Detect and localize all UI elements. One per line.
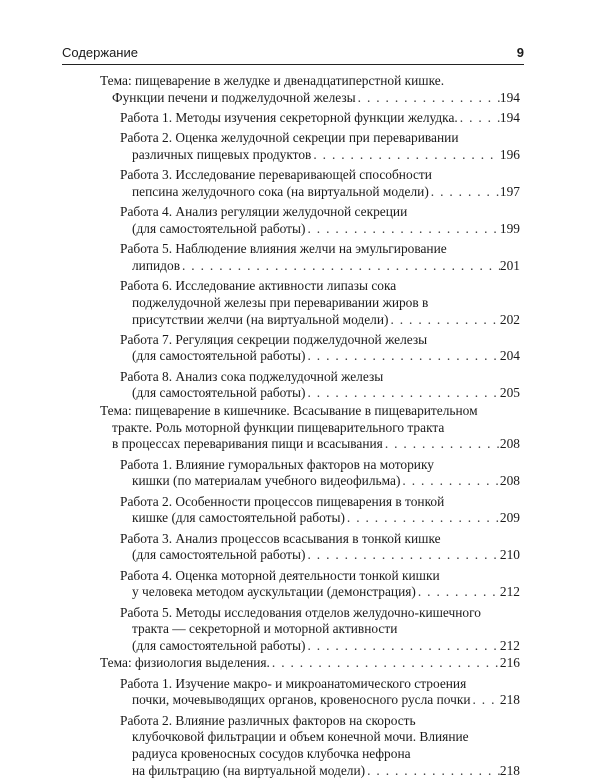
toc-page-number: 208 xyxy=(499,473,520,489)
toc-entry-title: (для самостоятельной работы) xyxy=(132,637,306,653)
dot-leader xyxy=(311,147,500,164)
toc-page-number: 210 xyxy=(499,547,520,563)
toc-page-number: 194 xyxy=(499,109,520,125)
toc-leader-line xyxy=(120,473,520,490)
toc-entry-text-line: поджелудочной железы при переваривании жиров в xyxy=(132,294,429,310)
toc-entry-text-line: Работа 2. Особенности процессов пищеварения в тонкой xyxy=(120,493,445,509)
toc-leader-line xyxy=(120,510,520,527)
toc-entry-title: (для самостоятельной работы) xyxy=(132,385,306,401)
toc-topic-entry xyxy=(100,403,520,453)
toc-entry-text-line: Работа 2. Оценка желудочной секреции при переваривании xyxy=(120,130,459,146)
toc-entry-text-line: Тема: пищеварение в кишечнике. Всасывание в пищеварительном xyxy=(100,403,478,419)
toc-entry-text-line: тракте. Роль моторной функции пищеварительного тракта xyxy=(112,419,445,435)
toc-entry-title: различных пищевых продуктов xyxy=(132,146,312,162)
toc-entry-title: пепсина желудочного сока (на виртуальной модели) xyxy=(132,183,429,199)
running-head: Содержание xyxy=(62,45,138,60)
dot-leader xyxy=(471,692,500,709)
toc-page-number: 205 xyxy=(499,385,520,401)
toc-page-number: 208 xyxy=(499,436,520,452)
toc-page-number: 216 xyxy=(499,655,520,671)
toc-page-number: 218 xyxy=(499,762,520,778)
toc-leader-line xyxy=(120,638,520,655)
toc-entry-text-line: клубочковой фильтрации и объем конечной мочи. Влияние xyxy=(132,729,469,745)
toc-entry-text-line: Тема: пищеварение в желудке и двенадцатиперстной кишке. xyxy=(100,73,445,88)
dot-leader xyxy=(305,547,499,564)
dot-leader xyxy=(305,638,499,655)
toc-entry-title: в процессах переваривания пищи и всасывания xyxy=(112,436,383,452)
toc-entry-text-line: Работа 7. Регуляция секреции поджелудочной железы xyxy=(120,331,428,347)
toc-entry-text-line: Работа 4. Анализ регуляции желудочной секреции xyxy=(120,204,408,220)
dot-leader xyxy=(305,221,499,238)
toc-page-number: 212 xyxy=(499,637,520,653)
toc-work-entry xyxy=(120,332,520,365)
toc-work-entry xyxy=(120,110,520,127)
toc-topic-entry xyxy=(100,73,520,106)
toc-page-number: 197 xyxy=(499,183,520,199)
toc-page-number: 196 xyxy=(499,146,520,162)
toc-entry-title: у человека методом аускультации (демонстрация) xyxy=(132,584,416,600)
toc-entry-text-line: Работа 3. Исследование переваривающей способности xyxy=(120,167,432,183)
dot-leader xyxy=(305,385,499,402)
toc-entry-title: (для самостоятельной работы) xyxy=(132,220,306,236)
toc-leader-line xyxy=(120,221,520,238)
dot-leader xyxy=(383,436,500,453)
toc-work-entry xyxy=(120,494,520,527)
toc-work-entry xyxy=(120,241,520,274)
toc-entry-text-line: Работа 6. Исследование активности липазы сока xyxy=(120,278,397,294)
header-rule xyxy=(62,64,524,65)
toc-leader-line xyxy=(100,436,520,453)
toc-work-entry xyxy=(120,713,520,779)
dot-leader xyxy=(458,110,500,127)
dot-leader xyxy=(429,184,500,201)
toc-topic-entry xyxy=(100,655,520,672)
toc-work-entry xyxy=(120,605,520,655)
toc-page-number: 201 xyxy=(499,257,520,273)
toc-entry-text-line: Работа 8. Анализ сока поджелудочной железы xyxy=(120,368,384,384)
toc-page-number: 218 xyxy=(499,692,520,708)
toc-work-entry xyxy=(120,278,520,328)
toc-entry-text-line: Работа 2. Влияние различных факторов на скорость xyxy=(120,712,416,728)
toc-entry-title: липидов xyxy=(132,257,181,273)
toc-entry-title: (для самостоятельной работы) xyxy=(132,547,306,563)
page-number: 9 xyxy=(516,45,524,60)
toc-page-number: 199 xyxy=(499,220,520,236)
toc-leader-line xyxy=(120,312,520,329)
toc-entry-text-line: Работа 5. Методы исследования отделов желудочно-кишечного xyxy=(120,604,481,620)
toc-entry-title: Работа 1. Методы изучения секреторной функции желудка. xyxy=(120,109,458,125)
toc-entry-text-line: Работа 3. Анализ процессов всасывания в тонкой кишке xyxy=(120,530,441,546)
toc-leader-line xyxy=(120,110,520,127)
dot-leader xyxy=(305,348,499,365)
toc-page-number: 202 xyxy=(499,311,520,327)
toc-leader-line xyxy=(120,547,520,564)
toc-entry-text-line: тракта — секреторной и моторной активности xyxy=(132,621,398,637)
toc-leader-line xyxy=(120,763,520,779)
toc-work-entry xyxy=(120,167,520,200)
toc-work-entry xyxy=(120,457,520,490)
dot-leader xyxy=(388,312,499,329)
dot-leader xyxy=(365,763,500,779)
toc-entry-title: кишке (для самостоятельной работы) xyxy=(132,510,345,526)
toc-leader-line xyxy=(120,348,520,365)
toc-entry-text-line: Работа 1. Влияние гуморальных факторов на моторику xyxy=(120,456,434,472)
toc-page-number: 212 xyxy=(499,584,520,600)
toc-entry-title: присутствии желчи (на виртуальной модели) xyxy=(132,311,389,327)
toc-leader-line xyxy=(100,90,520,107)
toc-entry-text-line: Работа 4. Оценка моторной деятельности тонкой кишки xyxy=(120,567,440,583)
toc-work-entry xyxy=(120,531,520,564)
toc-work-entry xyxy=(120,369,520,402)
dot-leader xyxy=(400,473,499,490)
toc-entry-title: кишки (по материалам учебного видеофильма) xyxy=(132,473,401,489)
toc-page-number: 209 xyxy=(499,510,520,526)
toc-entry-title: Функции печени и поджелудочной железы xyxy=(112,89,356,105)
dot-leader xyxy=(180,258,500,275)
toc-entry-text-line: Работа 5. Наблюдение влияния желчи на эмульгирование xyxy=(120,241,447,257)
toc-work-entry xyxy=(120,204,520,237)
toc-leader-line xyxy=(120,147,520,164)
toc-entry-text-line: радиуса кровеносных сосудов клубочка нефрона xyxy=(132,745,411,761)
dot-leader xyxy=(356,90,500,107)
toc-leader-line xyxy=(120,258,520,275)
dot-leader xyxy=(416,584,500,601)
toc-entry-title: на фильтрацию (на виртуальной модели) xyxy=(132,762,366,778)
toc-work-entry xyxy=(120,568,520,601)
toc-work-entry xyxy=(120,676,520,709)
toc-leader-line xyxy=(120,692,520,709)
toc-leader-line xyxy=(120,584,520,601)
toc-leader-line xyxy=(100,655,520,672)
table-of-contents xyxy=(100,72,520,779)
toc-work-entry xyxy=(120,130,520,163)
toc-entry-title: почки, мочевыводящих органов, кровеносного русла почки xyxy=(132,692,471,708)
toc-entry-text-line: Работа 1. Изучение макро- и микроанатомического строения xyxy=(120,675,467,691)
dot-leader xyxy=(345,510,500,527)
toc-leader-line xyxy=(120,184,520,201)
toc-leader-line xyxy=(120,385,520,402)
toc-page-number: 204 xyxy=(499,348,520,364)
dot-leader xyxy=(270,655,500,672)
toc-page-number: 194 xyxy=(499,89,520,105)
toc-entry-title: (для самостоятельной работы) xyxy=(132,348,306,364)
toc-entry-title: Тема: физиология выделения. xyxy=(100,655,270,671)
